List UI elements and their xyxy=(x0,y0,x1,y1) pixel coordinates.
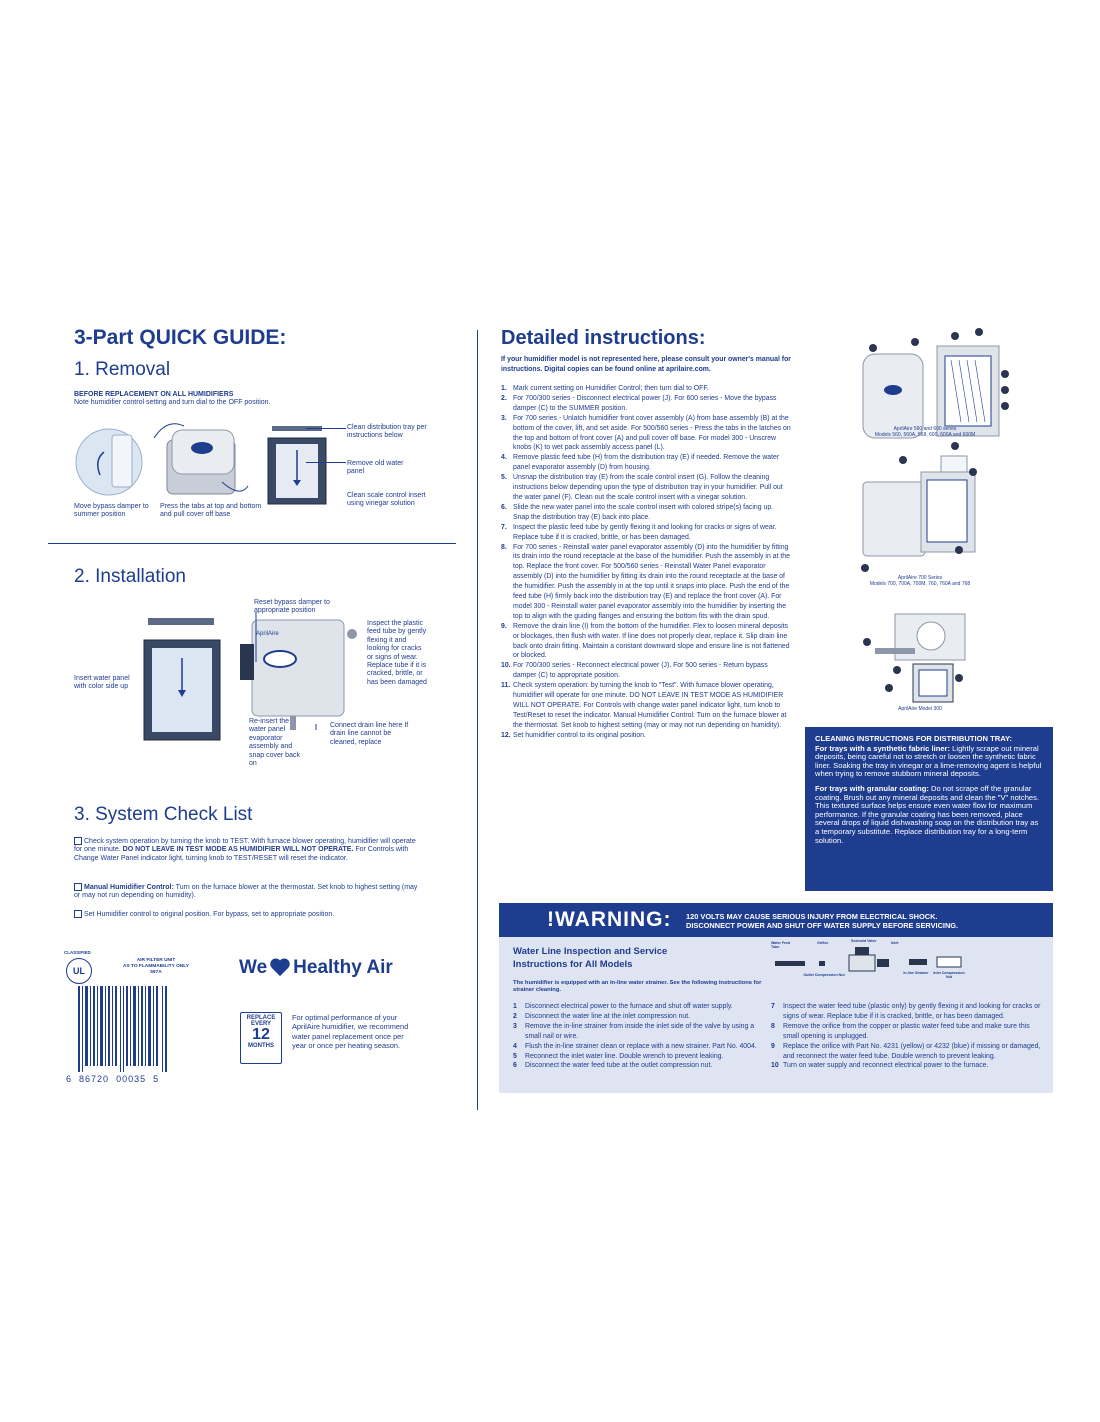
installation-heading: 2. Installation xyxy=(74,566,186,587)
brand-slogan: We Healthy Air xyxy=(239,957,393,978)
water-line-box xyxy=(499,937,1053,1093)
caption-insert-panel: Insert water panel with color side up xyxy=(74,675,130,691)
ul-mark-icon: UL xyxy=(66,958,92,984)
removal-illustrations xyxy=(72,420,372,510)
exploded-diagrams xyxy=(855,326,1055,706)
water-step-item: 8 Remove the orifice from the copper or plastic water feed tube and make sure this small opening is unplugged. xyxy=(771,1022,1030,1040)
step-item: 7. Inspect the plastic feed tube by gently flexing it and looking for cracks or signs of wear. Replace tube if it is cracked, brittle, or has been damaged. xyxy=(501,523,777,541)
water-step-item: 2 Disconnect the water line at the inlet compression nut. xyxy=(513,1012,691,1020)
caption-reinsert-panel: Re-insert the water panel evaporator assembly and snap cover back on xyxy=(249,718,300,768)
part-label-outlet-nut: Outlet Compression Nut xyxy=(803,973,845,977)
removal-heading: 1. Removal xyxy=(74,359,171,380)
checklist-item-original: Set Humidifier control to original position. For bypass, set to appropriate position. xyxy=(74,910,419,919)
water-step-item: 7 Inspect the water feed tube (plastic only) by gently flexing it and looking for cracks or signs of wear. Replace tube if it is cracked, brittle, or has been damaged. xyxy=(771,1003,1041,1020)
caption-press-tabs: Press the tabs at top and bottom and pull cover off base xyxy=(160,503,262,519)
part-label-solenoid: Solenoid Valve xyxy=(851,939,877,943)
step-item: 10. For 700/300 series - Reconnect electrical power (J). For 500 series - Return bypass damper (C) to appropriate position. xyxy=(501,662,768,680)
water-line-title: Water Line Inspection and Service Instructions for All Models xyxy=(513,946,668,970)
step-item: 5. Unsnap the distribution tray (E) from the scale control insert (G). Follow the cleaning instructions below depending upon the type of distribution tray in your humidifier. Pull out the water panel (F). Clean out the scale control insert with a vinegar solution. xyxy=(501,474,783,501)
caption-clean-scale: Clean scale control insert using vinegar solution xyxy=(347,492,426,508)
ul-classified: CLASSIFIED xyxy=(64,950,91,955)
installation-illustrations xyxy=(140,612,370,752)
caption-clean-tray: Clean distribution tray per instructions below xyxy=(347,424,427,440)
step-item: 12. Set humidifier control to its original position. xyxy=(501,731,646,739)
water-step-item: 9 Replace the orifice with Part No. 4231 (yellow) or 4232 (blue) if missing or damaged, and reconnect the water feed tube. Double wrench to prevent leaking. xyxy=(771,1042,1041,1060)
detailed-intro: If your humidifier model is not represented here, please consult your owner's manual for instructions. Digital copies can be found online at aprilaire.com. xyxy=(501,356,791,373)
part-label-orifice: Orifice xyxy=(817,941,829,945)
step-item: 3. For 700 series - Unlatch humidifier front cover assembly (A) from base assembly (B) at the bottom of the cover, lift, and set aside. For 500/560 series - Press the tabs in the latches on the top and bottom of front cover (A) and pull cover off base. For model 300 - Unscrew knobs (K) to wet pack assembly access panel (L). xyxy=(501,414,791,452)
water-line-steps-right xyxy=(771,1002,1041,1071)
barcode-digits: 6 86720 00035 5 xyxy=(66,1074,160,1084)
diagram2-caption: AprilAire 700 Series Models 700, 700A, 700M, 760, 760A and 768 xyxy=(869,575,971,587)
water-step-item: 6 Disconnect the water feed tube at the outlet compression nut. xyxy=(513,1062,713,1070)
water-step-item: 10 Turn on water supply and reconnect electrical power to the furnace. xyxy=(771,1062,989,1070)
step-item: 1. Mark current setting on Humidifier Control; then turn dial to OFF. xyxy=(501,385,709,392)
replace-recommendation: For optimal performance of your AprilAire humidifier, we recommend water panel replacement once per year or once per heating season. xyxy=(292,1013,409,1051)
barcode xyxy=(74,986,174,1074)
warning-label: !WARNING: xyxy=(547,908,672,931)
unit-brand-label: AprilAire xyxy=(256,631,279,637)
checkbox-icon xyxy=(74,883,82,891)
water-step-item: 5 Reconnect the inlet water line. Double wrench to prevent leaking. xyxy=(513,1052,724,1060)
caption-connect-drain: Connect drain line here If drain line cannot be cleaned, replace xyxy=(330,722,409,746)
warning-text: 120 VOLTS MAY CAUSE SERIOUS INJURY FROM ELECTRICAL SHOCK. DISCONNECT POWER AND SHUT OFF WATER SUPPLY BEFORE SERVICING. xyxy=(686,912,959,930)
part-label-inlet: Inlet xyxy=(891,941,899,945)
step-item: 6. Slide the new water panel into the scale control insert with colored stripe(s) facing up. Snap the distribution tray (E) back into place. xyxy=(501,503,774,521)
water-line-intro: The humidifier is equipped with an in-line water strainer. See the following instructions for strainer cleaning. xyxy=(513,980,762,994)
checkbox-icon xyxy=(74,910,82,918)
heart-icon xyxy=(269,959,291,977)
water-step-item: 3 Remove the in-line strainer from inside the inlet side of the valve by using a small nail or wire. xyxy=(513,1022,755,1040)
checklist-item-manual: Manual Humidifier Control: Turn on the furnace blower at the thermostat. Set knob to highest setting (may or may not run depending on humidity). xyxy=(74,883,418,900)
step-item: 11. Check system operation: by turning the knob to "Test". With furnace blower operating, humidifier will operate for one minute. DO NOT LEAVE IN TEST MODE AS HUMIDIFIER WILL NOT OPERATE. For Controls with change water panel indicator light, turn knob to Test/Reset to reset the indicator. Manual Humidifier Control: Turn on the furnace blower at the thermostat. Set knob to highest setting (may or may not run depending on humidity). xyxy=(501,682,787,729)
step-item: 9. Remove the drain line (I) from the bottom of the humidifier. Flex to loosen mineral deposits or blockages, then flush with water. If line does not properly clear, replace it. Slip drain line back onto drain fitting. Maintain a constant downward slope and ensure line is not flattened or blocked. xyxy=(501,622,790,660)
checklist-heading: 3. System Check List xyxy=(74,804,253,825)
water-line-steps-left xyxy=(513,1002,771,1071)
caption-inspect-tube: Inspect the plastic feed tube by gently flexing it and looking for cracks or signs of wear. Replace tube if it is cracked, brittle, or has been damaged xyxy=(367,620,427,686)
detailed-title: Detailed instructions: xyxy=(501,327,706,349)
water-step-item: 4 Flush the in-line strainer clean or replace with a new strainer. Part No. 4004. xyxy=(513,1042,757,1050)
warning-banner xyxy=(499,903,1053,937)
caption-bypass-damper: Move bypass damper to summer position xyxy=(74,503,149,519)
ul-text: AIR FILTER UNIT AS TO FLAMMABILITY ONLY 597A xyxy=(122,958,189,975)
part-label-strainer: In-line Strainer xyxy=(903,971,929,975)
diagram1-caption: AprilAire 560 and 600 series Models 560, 560A, 568, 600, 600A and 600M xyxy=(874,426,976,438)
checkbox-icon xyxy=(74,837,82,845)
divider xyxy=(48,543,456,544)
part-label-inlet-nut: Inlet Compression Nut xyxy=(933,971,965,979)
quick-guide-title: 3-Part QUICK GUIDE: xyxy=(74,326,287,349)
caption-reset-bypass: Reset bypass damper to appropriate position xyxy=(254,599,330,615)
cleaning-instructions-box: CLEANING INSTRUCTIONS FOR DISTRIBUTION TRAY: For trays with a synthetic fabric liner: Lightly scrape out mineral deposits, being careful not to stretch or loosen the synthetic fabric liner. Soaking the tray in vinegar or a lime-removing agent is helpful when trying to remove stubborn mineral deposits. For trays with granular coating: Do not scrape off the granular coating. Brush out any mineral deposits and clean the "V" notches. This textured surface helps ensure even water flow for maximum performance. If the granular coating has been removed, place several drops of liquid dishwashing soap on the distribution tray as a temporary substitute. Replace distribution tray for a long-term solution. xyxy=(805,727,1053,891)
diagram3-caption: AprilAire Model 300 xyxy=(898,706,942,712)
step-item: 4. Remove plastic feed tube (H) from the distribution tray (E) if needed. Remove the water panel evaporator assembly (D) from housing. xyxy=(501,454,780,472)
detailed-steps-list xyxy=(501,384,791,741)
caption-remove-panel: Remove old water panel xyxy=(347,460,404,476)
column-divider xyxy=(477,330,478,1110)
step-item: 2. For 700/300 series - Disconnect electrical power (J). For 600 series - Move the bypass damper (C) to the SUMMER position. xyxy=(501,394,777,412)
water-step-item: 1 Disconnect electrical power to the furnace and shut off water supply. xyxy=(513,1003,733,1010)
before-replacement-text: Note humidifier control setting and turn dial to the OFF position. xyxy=(74,399,271,406)
part-label-feed-tube: Water Feed Tube xyxy=(771,941,791,949)
step-item: 8. For 700 series - Reinstall water panel evaporator assembly (D) into the humidifier by fitting its drain into the round receptacle at the base of the humidifier. Push the assembly in at the top. Replace the front cover. For 500/560 series - Reinstall Water Panel evaporator assembly (D) into the humidifier by fitting its drain into the round receptacle at the base of the humidifier. Push the assembly in at the top until it snaps into place. Push the end of the feed tube (H) firmly back into the distribution tray (E) and replace the front cover (A). For model 300 - Reinstall water panel evaporator assembly into the humidifier by inserting the top to align with the guiding flanges and ensuring the bottom fits with the drain spud. xyxy=(501,543,790,620)
before-replacement-title: BEFORE REPLACEMENT ON ALL HUMIDIFIERS xyxy=(74,391,234,398)
checklist-item-test: Check system operation by turning the knob to TEST. With furnace blower operating, humidifier will operate for one minute. DO NOT LEAVE IN TEST MODE AS HUMIDIFIER WILL NOT OPERATE. For Controls with Change Water Panel indicator light, turning knob to TEST/RESET will reset the indicator. xyxy=(74,837,416,862)
replace-badge: REPLACE EVERY 12 MONTHS xyxy=(240,1012,282,1064)
